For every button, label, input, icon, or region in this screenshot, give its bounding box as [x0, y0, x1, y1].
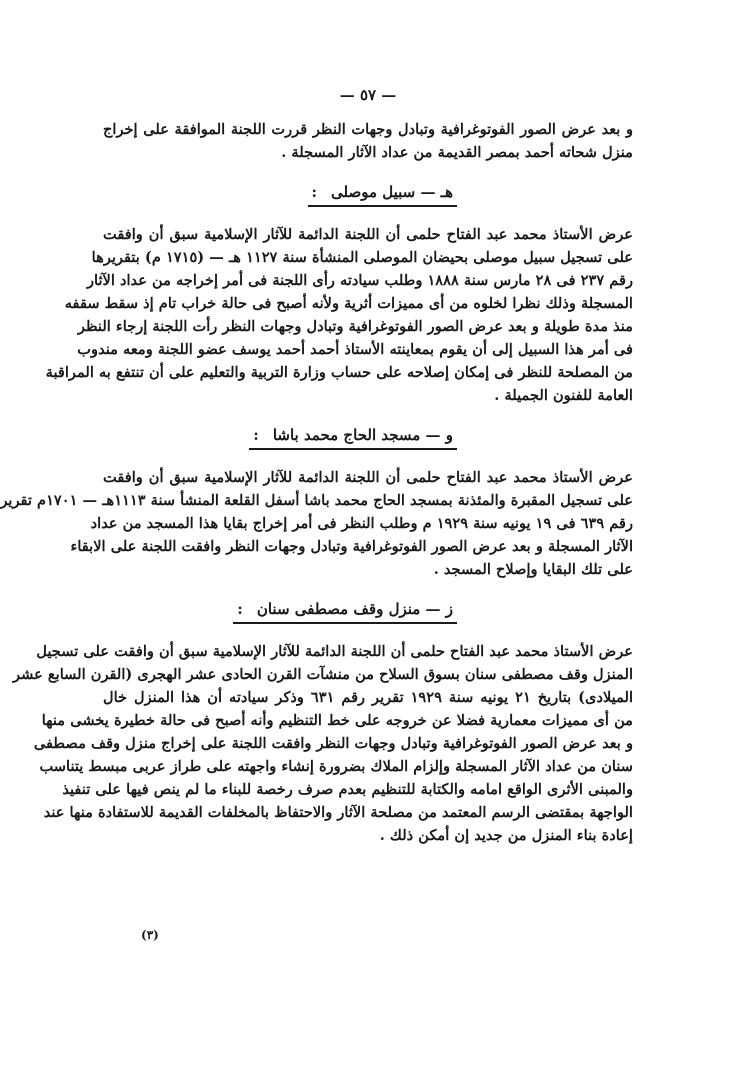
section-h-line: رقم ٢٣٧ فى ٢٨ مارس سنة ١٨٨٨ وطلب سيادته رأى اللجنة فى أمر إخراجه من عداد الآثار	[86, 272, 633, 289]
section-h-line: العامة للفنون الجميلة .	[494, 387, 633, 404]
section-h-heading-wrap	[308, 182, 458, 207]
section-z-heading-text: ز — منزل وقف مصطفى سنان	[256, 600, 453, 618]
section-w-heading-wrap	[249, 425, 457, 450]
section-z-line: عرض الأستاذ محمد عبد الفتاح حلمى أن اللجنة الدائمة للآثار الإسلامية سبق أن وافقت على تسجيل	[36, 643, 633, 660]
intro-line: منزل شحاته أحمد بمصر القديمة من عداد الآثار المسجلة .	[281, 144, 633, 161]
section-w-line: الآثار المسجلة و بعد عرض الصور الفوتوغرافية وتبادل وجهات النظر وافقت اللجنة على الابقاء	[70, 538, 633, 555]
section-z-line: و بعد عرض الصور الفوتوغرافية وتبادل وجهات النظر وافقت اللجنة على إخراج منزل وقف مصطفى	[33, 735, 633, 752]
section-w-line: على تلك البقايا وإصلاح المسجد .	[433, 561, 633, 578]
section-z-line: من أى مميزات معمارية فضلا عن خروجه على خط التنظيم وأنه أصبح فى حالة خطيرة يخشى منها	[41, 712, 633, 729]
section-z-line: إعادة بناء المنزل من جديد إن أمكن ذلك .	[379, 827, 633, 844]
section-z-line: والمبنى الأثرى الواقع امامه والكتابة للتنظيم بعدم صرف رخصة للبناء ما لم ينص فيها على تنفيذ	[62, 781, 633, 798]
section-h-line: على تسجيل سبيل موصلى بحيضان الموصلى المنشأة سنة ١١٢٧ هـ — (١٧١٥ م) بتقريرها	[91, 249, 633, 266]
section-h-line: عرض الأستاذ محمد عبد الفتاح حلمى أن اللجنة الدائمة للآثار الإسلامية سبق أن وافقت	[103, 226, 633, 243]
section-z-heading	[233, 600, 457, 624]
section-z-heading-wrap	[233, 599, 457, 624]
section-h-line: منذ مدة طويلة و بعد عرض الصور الفوتوغرافية وتبادل وجهات النظر رأت اللجنة إرجاء النظر	[77, 318, 633, 335]
section-w-heading	[249, 426, 457, 450]
footer-signature-mark: (٣)	[141, 928, 159, 942]
section-h-heading-text: هـ — سبيل موصلى	[331, 183, 453, 201]
section-w-heading-colon: :	[253, 426, 259, 444]
section-w-line: رقم ٦٣٩ فى ١٩ يونيه سنة ١٩٢٩ م وطلب النظر فى أمر إخراج بقايا هذا المسجد من عداد	[90, 515, 633, 532]
section-z-line: الواجهة بمقتضى الرسم المعتمد من مصلحة الآثار والاحتفاظ بالمخلفات القديمة للاستفادة منها عند	[43, 804, 633, 821]
intro-line: و بعد عرض الصور الفوتوغرافية وتبادل وجهات النظر قررت اللجنة الموافقة على إخراج	[103, 121, 633, 138]
section-h-line: فى أمر هذا السبيل إلى أن يقوم بمعاينته الأستاذ أحمد أحمد يوسف عضو اللجنة ومعه مندوب	[77, 341, 633, 358]
section-h-heading-colon: :	[311, 183, 318, 201]
section-w-line: على تسجيل المقبرة والمئذنة بمسجد الحاج محمد باشا أسفل القلعة المنشأ سنة ١١١٣هـ — ١٧٠١م تقرير	[0, 492, 633, 509]
section-h-line: من المصلحة للنظر فى إمكان إصلاحه على حساب وزارة التربية والتعليم على أن تنتفع به المراقبة	[45, 364, 633, 381]
section-w-heading-text: و — مسجد الحاج محمد باشا	[272, 426, 453, 444]
section-h-heading	[308, 183, 458, 207]
page-number: — ٥٧ —	[339, 86, 397, 104]
section-h-line: المسجلة وذلك نظرا لخلوه من أى مميزات أثرية ولأنه أصبح فى حالة خراب تام إذ سقط سقفه	[64, 295, 633, 312]
section-z-heading-colon: :	[237, 600, 243, 618]
section-z-line: الميلادى) بتاريخ ٢١ يونيه سنة ١٩٢٩ تقرير رقم ٦٣١ وذكر سيادته أن هذا المنزل خال	[103, 689, 634, 706]
intro-paragraph	[103, 118, 633, 164]
section-w-paragraph	[0, 466, 633, 581]
section-z-paragraph	[13, 640, 634, 847]
section-z-line: سنان من عداد الآثار المسجلة وإلزام الملاك بضرورة إنشاء واجهته على طراز عربى مبسط يتناسب	[39, 758, 633, 775]
section-h-paragraph	[45, 223, 633, 407]
section-z-line: المنزل وقف مصطفى سنان بسوق السلاح من منشآت القرن الحادى عشر الهجرى (القرن السابع عشر	[13, 666, 633, 683]
section-w-line: عرض الأستاذ محمد عبد الفتاح حلمى أن اللجنة الدائمة للآثار الإسلامية سبق أن وافقت	[103, 469, 633, 486]
